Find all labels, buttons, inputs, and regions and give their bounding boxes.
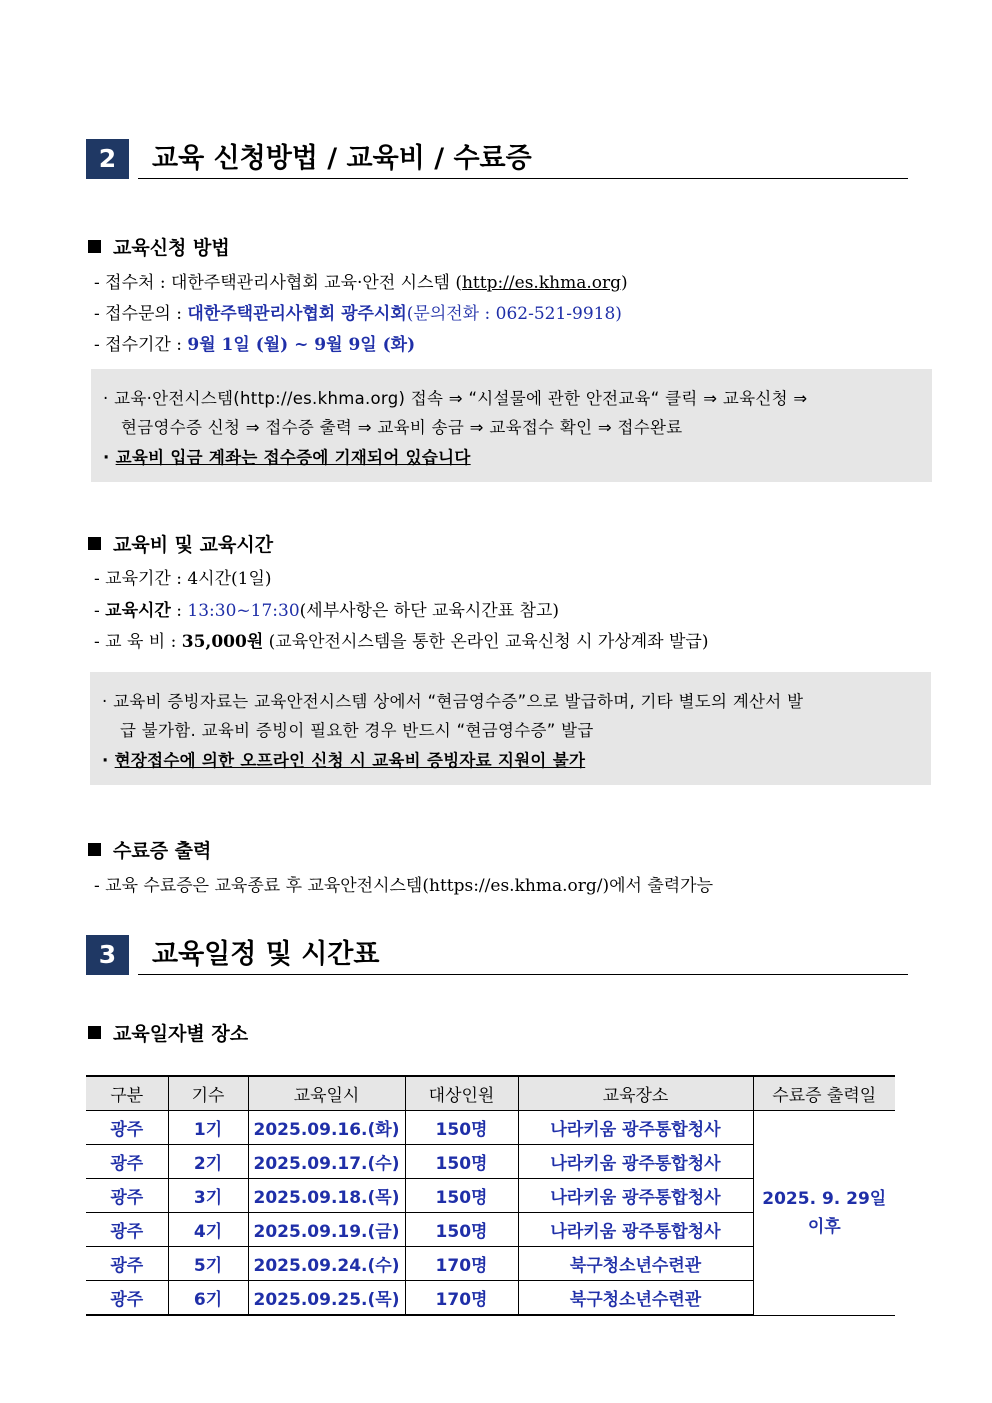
table-cell: 2025.09.18.(목) xyxy=(248,1179,405,1213)
table-cell: 150명 xyxy=(405,1213,518,1247)
table-cell: 150명 xyxy=(405,1179,518,1213)
section-underline xyxy=(138,178,908,179)
table-header-row xyxy=(86,1076,895,1111)
table-cell: 광주 xyxy=(86,1145,168,1179)
fee-note-box xyxy=(90,672,931,785)
table-cell: 광주 xyxy=(86,1213,168,1247)
fee-line-3: - 교 육 비 : 35,000원 (교육안전시스템을 통한 온라인 교육신청 시 가상계좌 발급) xyxy=(94,632,709,652)
table-cell: 광주 xyxy=(86,1111,168,1145)
apply-line-1: - 접수처 : 대한주택관리사협회 교육·안전 시스템 (http://es.khma.org) xyxy=(94,273,628,293)
table-cell: 2025.09.19.(금) xyxy=(248,1213,405,1247)
note-line-emphasis: · 현장접수에 의한 오프라인 신청 시 교육비 증빙자료 지원이 불가 xyxy=(102,751,586,770)
table-cell: 4기 xyxy=(168,1213,248,1247)
table-cell: 1기 xyxy=(168,1111,248,1145)
apply-line-3: - 접수기간 : 9월 1일 (월) ~ 9월 9일 (화) xyxy=(94,335,416,355)
column-header: 교육장소 xyxy=(518,1076,753,1111)
table-cell: 170명 xyxy=(405,1247,518,1281)
note-line: · 교육비 증빙자료는 교육안전시스템 상에서 “현금영수증”으로 발급하며, 기타 별도의 계산서 발 xyxy=(102,692,804,711)
note-line: · 교육·안전시스템(http://es.khma.org) 접속 ⇒ “시설물에 관한 안전교육“ 클릭 ⇒ 교육신청 ⇒ xyxy=(103,389,808,408)
table-cell: 3기 xyxy=(168,1179,248,1213)
table-cell: 2025.09.17.(수) xyxy=(248,1145,405,1179)
table-cell: 150명 xyxy=(405,1145,518,1179)
table-cell: 광주 xyxy=(86,1247,168,1281)
schedule-table xyxy=(86,1075,895,1316)
fee-line-1: - 교육기간 : 4시간(1일) xyxy=(94,569,272,589)
apply-line-2: - 접수문의 : 대한주택관리사협회 광주시회(문의전화 : 062-521-9918) xyxy=(94,304,622,324)
table-cell: 2025.09.25.(목) xyxy=(248,1281,405,1316)
column-header: 대상인원 xyxy=(405,1076,518,1111)
cert-date-cell xyxy=(753,1111,895,1316)
note-line: 급 불가함. 교육비 증빙이 필요한 경우 반드시 “현금영수증” 발급 xyxy=(120,721,594,740)
column-header: 교육일시 xyxy=(248,1076,405,1111)
table-cell: 2025.09.16.(화) xyxy=(248,1111,405,1145)
column-header: 구분 xyxy=(86,1076,168,1111)
table-cell: 170명 xyxy=(405,1281,518,1316)
table-cell: 광주 xyxy=(86,1281,168,1316)
system-link[interactable]: http://es.khma.org xyxy=(461,273,621,293)
fee-line-2: - 교육시간 : 13:30~17:30(세부사항은 하단 교육시간표 참고) xyxy=(94,601,560,621)
cert-date-line: 이후 xyxy=(807,1216,841,1237)
table-cell: 5기 xyxy=(168,1247,248,1281)
cert-line-1: - 교육 수료증은 교육종료 후 교육안전시스템(https://es.khma.org/)에서 출력가능 xyxy=(94,876,714,896)
square-bullet-icon xyxy=(88,843,101,856)
section-title: 교육 신청방법 / 교육비 / 수료증 xyxy=(152,143,532,174)
table-cell: 6기 xyxy=(168,1281,248,1316)
square-bullet-icon xyxy=(88,537,101,550)
table-cell: 북구청소년수련관 xyxy=(518,1247,753,1281)
table-cell: 나라키움 광주통합청사 xyxy=(518,1145,753,1179)
table-cell: 나라키움 광주통합청사 xyxy=(518,1213,753,1247)
table-cell: 2기 xyxy=(168,1145,248,1179)
apply-heading: 교육신청 방법 xyxy=(88,233,230,260)
square-bullet-icon xyxy=(88,240,101,253)
note-line-emphasis: · 교육비 입금 계좌는 접수증에 기재되어 있습니다 xyxy=(103,448,471,467)
table-cell: 150명 xyxy=(405,1111,518,1145)
table-cell: 2025.09.24.(수) xyxy=(248,1247,405,1281)
section-title: 교육일정 및 시간표 xyxy=(152,939,380,970)
section-number: 2 xyxy=(86,139,129,179)
section-number: 3 xyxy=(86,935,129,975)
square-bullet-icon xyxy=(88,1026,101,1039)
table-cell: 나라키움 광주통합청사 xyxy=(518,1111,753,1145)
table-cell: 광주 xyxy=(86,1179,168,1213)
fee-heading: 교육비 및 교육시간 xyxy=(88,530,273,557)
table-row xyxy=(86,1111,895,1145)
column-header: 기수 xyxy=(168,1076,248,1111)
apply-note-box xyxy=(91,369,932,482)
cert-heading: 수료증 출력 xyxy=(88,836,211,863)
column-header: 수료증 출력일 xyxy=(753,1076,895,1111)
table-cell: 나라키움 광주통합청사 xyxy=(518,1179,753,1213)
note-line: 현금영수증 신청 ⇒ 접수증 출력 ⇒ 교육비 송금 ⇒ 교육접수 확인 ⇒ 접수완료 xyxy=(121,418,683,437)
cert-date-line: 2025. 9. 29일 xyxy=(762,1188,887,1209)
schedule-heading: 교육일자별 장소 xyxy=(88,1019,248,1046)
section-3-header xyxy=(86,935,908,975)
table-cell: 북구청소년수련관 xyxy=(518,1281,753,1316)
section-2-header xyxy=(86,139,908,179)
section-underline xyxy=(138,974,908,975)
